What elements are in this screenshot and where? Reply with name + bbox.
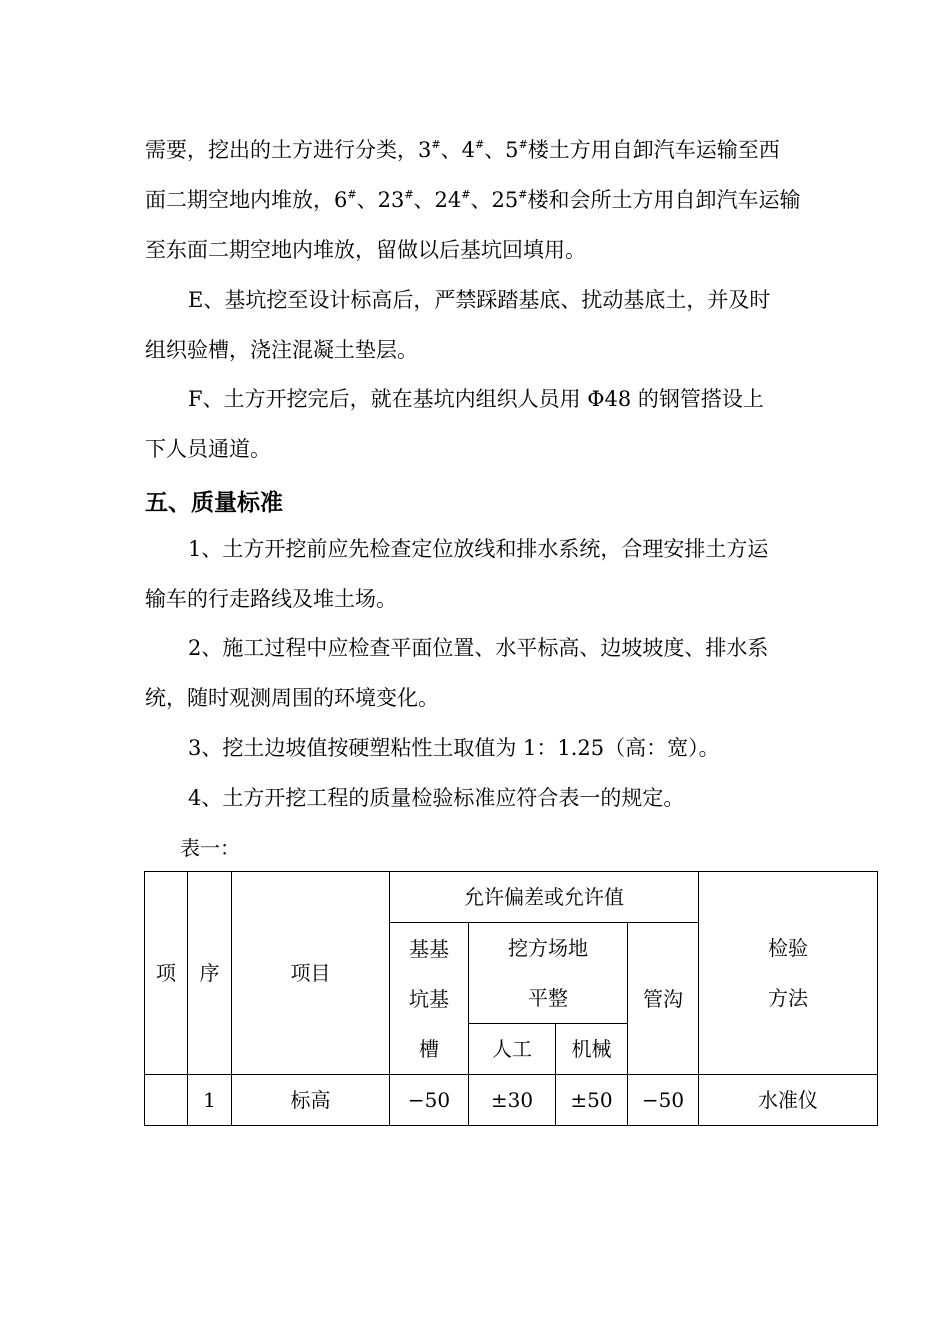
header-manual: 人工 bbox=[469, 1024, 556, 1075]
list-item-line: 输车的行走路线及堆土场。 bbox=[145, 587, 397, 611]
cell-seq: 1 bbox=[188, 1075, 232, 1126]
cell-project: 标高 bbox=[232, 1075, 390, 1126]
list-item-line: 1、土方开挖前应先检查定位放线和排水系统，合理安排土方运 bbox=[188, 537, 769, 561]
header-trench: 管沟 bbox=[628, 923, 699, 1075]
list-item-line: 4、土方开挖工程的质量检验标准应符合表一的规定。 bbox=[188, 786, 685, 810]
cell-method: 水准仪 bbox=[699, 1075, 878, 1126]
header-allowed: 允许偏差或允许值 bbox=[390, 872, 699, 923]
paragraph-line: 下人员通道。 bbox=[145, 437, 271, 461]
quality-standard-table bbox=[144, 871, 878, 1126]
paragraph-line: 需要，挖出的土方进行分类，3#、4#、5#楼土方用自卸汽车运输至西 bbox=[145, 138, 780, 162]
header-pit: 基基 坑基 槽 bbox=[390, 923, 469, 1075]
list-item-line: 2、施工过程中应检查平面位置、水平标高、边坡坡度、排水系 bbox=[188, 636, 769, 660]
list-item-line: 统，随时观测周围的环境变化。 bbox=[145, 686, 439, 710]
table-row bbox=[145, 1075, 878, 1126]
header-item: 项 bbox=[145, 872, 188, 1075]
cell-item bbox=[145, 1075, 188, 1126]
header-machine: 机械 bbox=[556, 1024, 628, 1075]
table-header-row bbox=[145, 872, 878, 923]
list-item-line: 3、挖土边坡值按硬塑粘性土取值为 1：1.25（高：宽）。 bbox=[188, 736, 720, 760]
header-site: 挖方场地 平整 bbox=[469, 923, 628, 1024]
cell-machine: ±50 bbox=[556, 1075, 628, 1126]
header-seq: 序 bbox=[188, 872, 232, 1075]
paragraph-line: 至东面二期空地内堆放，留做以后基坑回填用。 bbox=[145, 238, 586, 262]
paragraph-line: 组织验槽，浇注混凝土垫层。 bbox=[145, 338, 418, 362]
paragraph-line: F、土方开挖完后，就在基坑内组织人员用 Φ48 的钢管搭设上 bbox=[188, 387, 764, 411]
section-heading: 五、质量标准 bbox=[145, 490, 283, 516]
cell-pit: −50 bbox=[390, 1075, 469, 1126]
paragraph-line: E、基坑挖至设计标高后，严禁踩踏基底、扰动基底土，并及时 bbox=[188, 288, 771, 312]
header-method: 检验 方法 bbox=[699, 872, 878, 1075]
paragraph-line: 面二期空地内堆放，6#、23#、24#、25#楼和会所土方用自卸汽车运输 bbox=[145, 188, 801, 212]
header-project: 项目 bbox=[232, 872, 390, 1075]
table-caption: 表一： bbox=[180, 836, 240, 860]
cell-manual: ±30 bbox=[469, 1075, 556, 1126]
cell-trench: −50 bbox=[628, 1075, 699, 1126]
